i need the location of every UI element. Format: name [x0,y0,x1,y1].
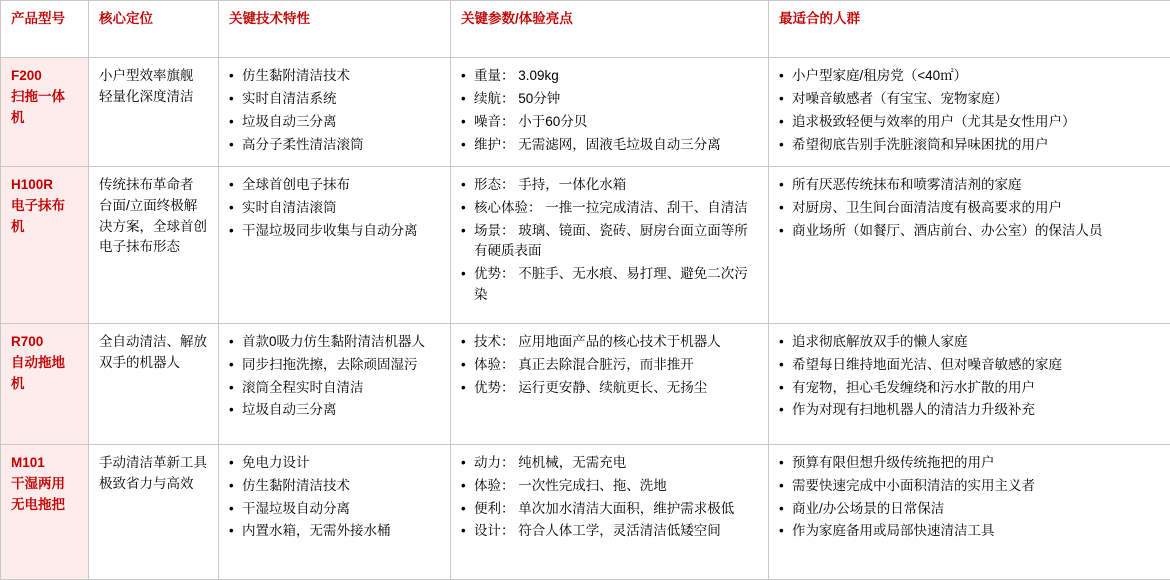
list-item: • 对厨房、卫生间台面清洁度有极高要求的用户 [779,198,1160,219]
list-item: • 实时自清洁系统 [229,89,440,110]
audience-list [779,453,1160,543]
list-item: • 同步扫拖洗擦，去除顽固湿污 [229,355,440,376]
list-item: • 免电力设计 [229,453,440,474]
list-item: • 内置水箱，无需外接水桶 [229,521,440,542]
table-row [1,323,1170,444]
cell-key-params [451,58,769,167]
list-item: • 仿生黏附清洁技术 [229,476,440,497]
table-row [1,166,1170,323]
list-item: • 场景： 玻璃、镜面、瓷砖、厨房台面立面等所有硬质表面 [461,221,758,263]
list-item: • 便利： 单次加水清洁大面积，维护需求极低 [461,499,758,520]
list-item: • 商业场所（如餐厅、酒店前台、办公室）的保洁人员 [779,221,1160,242]
table-row [1,58,1170,167]
list-item: • 滚筒全程实时自清洁 [229,378,440,399]
key-param-list [461,453,758,543]
cell-key-params [451,166,769,323]
list-item: • 动力： 纯机械，无需充电 [461,453,758,474]
tech-feature-list [229,66,440,156]
cell-audience [769,58,1170,167]
tech-feature-list [229,332,440,422]
list-item: • 对噪音敏感者（有宝宝、宠物家庭） [779,89,1160,110]
tech-feature-list [229,175,440,242]
list-item: • 体验： 一次性完成扫、拖、洗地 [461,476,758,497]
list-item: • 作为家庭备用或局部快速清洁工具 [779,521,1160,542]
list-item: • 维护： 无需滤网，固液毛垃圾自动三分离 [461,135,758,156]
cell-tech-features [219,58,451,167]
table-row [1,444,1170,579]
cell-audience [769,444,1170,579]
cell-tech-features [219,444,451,579]
key-param-list [461,66,758,156]
list-item: • 作为对现有扫地机器人的清洁力升级补充 [779,400,1160,421]
list-item: • 有宠物，担心毛发缠绕和污水扩散的用户 [779,378,1160,399]
list-item: • 体验： 真正去除混合脏污，而非推开 [461,355,758,376]
key-param-list [461,175,758,307]
cell-audience [769,166,1170,323]
list-item: • 预算有限但想升级传统拖把的用户 [779,453,1160,474]
cell-audience [769,323,1170,444]
list-item: • 噪音： 小于60分贝 [461,112,758,133]
list-item: • 高分子柔性清洁滚筒 [229,135,440,156]
cell-model: H100R 电子抹布机 [1,166,89,323]
list-item: • 全球首创电子抹布 [229,175,440,196]
cell-positioning: 全自动清洁、解放双手的机器人 [89,323,219,444]
column-header-model: 产品型号 [1,1,89,58]
list-item: • 需要快速完成中小面积清洁的实用主义者 [779,476,1160,497]
audience-list [779,332,1160,422]
cell-model: M101 干湿两用无电拖把 [1,444,89,579]
table-header-row [1,1,1170,58]
list-item: • 小户型家庭/租房党（<40㎡） [779,66,1160,87]
list-item: • 实时自清洁滚筒 [229,198,440,219]
list-item: • 重量： 3.09kg [461,66,758,87]
cell-model: F200 扫拖一体机 [1,58,89,167]
list-item: • 形态： 手持，一体化水箱 [461,175,758,196]
column-header-audience: 最适合的人群 [769,1,1170,58]
list-item: • 设计： 符合人体工学，灵活清洁低矮空间 [461,521,758,542]
list-item: • 首款0吸力仿生黏附清洁机器人 [229,332,440,353]
cell-model: R700 自动拖地机 [1,323,89,444]
column-header-tech-features: 关键技术特性 [219,1,451,58]
list-item: • 希望每日维持地面光洁、但对噪音敏感的家庭 [779,355,1160,376]
table-body [1,58,1170,580]
list-item: • 干湿垃圾同步收集与自动分离 [229,221,440,242]
list-item: • 优势： 不脏手、无水痕、易打理、避免二次污染 [461,264,758,306]
list-item: • 希望彻底告别手洗脏滚筒和异味困扰的用户 [779,135,1160,156]
list-item: • 优势： 运行更安静、续航更长、无扬尘 [461,378,758,399]
cell-key-params [451,323,769,444]
audience-list [779,175,1160,242]
list-item: • 所有厌恶传统抹布和喷雾清洁剂的家庭 [779,175,1160,196]
list-item: • 追求极致轻便与效率的用户（尤其是女性用户） [779,112,1160,133]
list-item: • 续航： 50分钟 [461,89,758,110]
column-header-key-params: 关键参数/体验亮点 [451,1,769,58]
column-header-positioning: 核心定位 [89,1,219,58]
cell-tech-features [219,166,451,323]
list-item: • 追求彻底解放双手的懒人家庭 [779,332,1160,353]
list-item: • 干湿垃圾自动分离 [229,499,440,520]
list-item: • 垃圾自动三分离 [229,112,440,133]
table-header [1,1,1170,58]
cell-positioning: 传统抹布革命者 台面/立面终极解决方案，全球首创电子抹布形态 [89,166,219,323]
key-param-list [461,332,758,399]
list-item: • 技术： 应用地面产品的核心技术于机器人 [461,332,758,353]
cell-positioning: 手动清洁革新工具 极致省力与高效 [89,444,219,579]
list-item: • 仿生黏附清洁技术 [229,66,440,87]
tech-feature-list [229,453,440,543]
list-item: • 垃圾自动三分离 [229,400,440,421]
audience-list [779,66,1160,156]
list-item: • 商业/办公场景的日常保洁 [779,499,1160,520]
cell-tech-features [219,323,451,444]
list-item: • 核心体验： 一推一拉完成清洁、刮干、自清洁 [461,198,758,219]
cell-positioning: 小户型效率旗舰 轻量化深度清洁 [89,58,219,167]
cell-key-params [451,444,769,579]
